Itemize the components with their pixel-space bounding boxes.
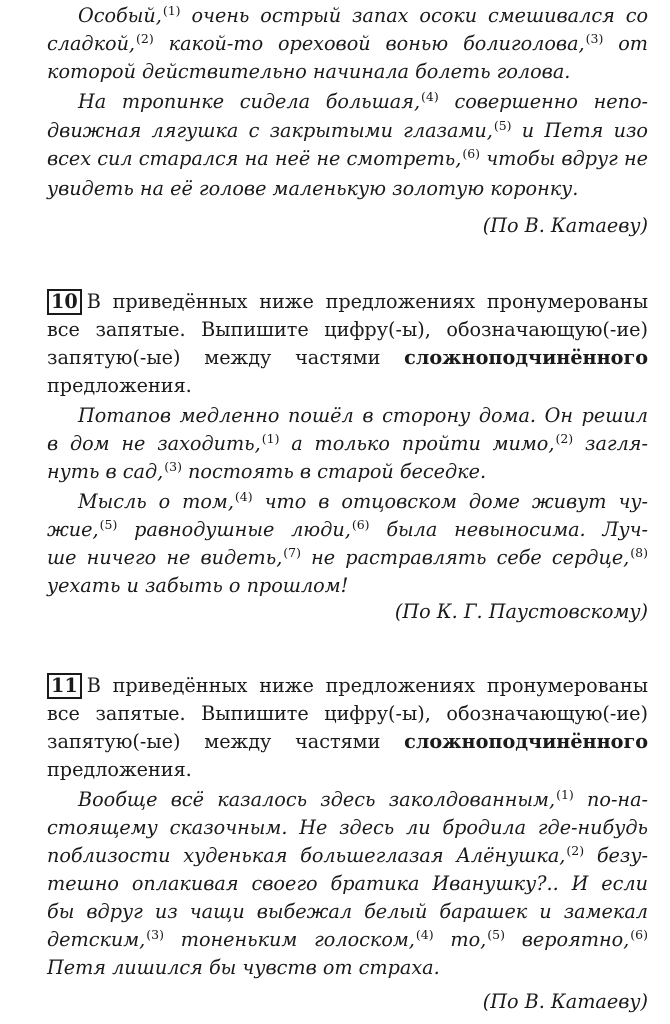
source-text: (По К. Г. Паустовскому) <box>394 600 648 623</box>
instruction-text <box>87 674 648 697</box>
line-text <box>47 458 486 486</box>
line-text <box>47 756 192 784</box>
text-run: по-на- <box>573 788 648 811</box>
text-run: нуть в сад, <box>47 460 164 483</box>
passage-line <box>0 572 670 600</box>
text-run: безу- <box>584 844 648 867</box>
line-text <box>47 316 648 344</box>
source-text: (По В. Катаеву) <box>482 990 648 1013</box>
source-attribution <box>0 988 670 1016</box>
excerpt-top-line <box>0 175 670 203</box>
comma-number-marker: (4) <box>421 89 439 104</box>
text-run: В приведённых ниже предложениях пронумерованы <box>86 674 648 697</box>
line-text <box>47 842 648 870</box>
line-text <box>78 488 648 516</box>
passage-line <box>0 786 670 814</box>
comma-number-marker: (1) <box>261 431 280 446</box>
task-instruction-line <box>0 756 670 784</box>
source-attribution <box>0 212 670 240</box>
text-run: запятую(-ые) между частями <box>47 730 405 753</box>
line-text <box>47 672 648 700</box>
task-instruction-line <box>0 372 670 400</box>
task-instruction-line <box>0 316 670 344</box>
task-instruction-line <box>0 672 670 700</box>
comma-number-marker: (2) <box>136 31 154 46</box>
text-run: какой-то ореховой вонью болиголова, <box>153 32 585 55</box>
text-run: тешно оплакивая своего братика Иванушку?.. И если <box>47 872 648 895</box>
line-text <box>47 700 648 728</box>
comma-number-marker: (3) <box>146 927 164 942</box>
task-instruction-line <box>0 700 670 728</box>
task-instruction-line <box>0 288 670 316</box>
text-run: детским, <box>47 928 146 951</box>
text-run: была невыносима. Луч- <box>369 518 649 541</box>
source-text: (По В. Катаеву) <box>482 214 648 237</box>
passage-line <box>0 814 670 842</box>
text-run: поблизости худенькая большеглазая Алёнушка, <box>47 844 566 867</box>
text-run: все запятые. Выпишите цифру(-ы), обозначающую(-ие) <box>47 318 648 341</box>
bold-term: сложноподчинённого <box>404 346 648 369</box>
comma-number-marker: (4) <box>415 927 434 942</box>
text-run: предложения. <box>47 758 192 781</box>
comma-number-marker: (7) <box>283 545 302 560</box>
text-run: Мысль о том, <box>78 490 234 513</box>
text-run: предложения. <box>47 374 192 397</box>
comma-number-marker: (6) <box>462 146 481 161</box>
passage-line <box>0 402 670 430</box>
text-run: постоять в старой беседке. <box>181 460 487 483</box>
text-run: не растравлять себе сердце, <box>301 546 630 569</box>
text-run: и Петя изо <box>511 119 648 142</box>
line-text <box>78 88 648 116</box>
line-text <box>47 288 648 316</box>
comma-number-marker: (6) <box>351 517 370 532</box>
text-run: что в отцовском доме живут чу- <box>252 490 648 513</box>
excerpt-top-line <box>0 117 670 145</box>
text-run: чтобы вдруг не <box>480 147 648 170</box>
line-text <box>47 372 192 400</box>
comma-number-marker: (2) <box>555 431 574 446</box>
task-number-badge: 11 <box>47 673 82 699</box>
line-text <box>47 117 648 145</box>
line-text <box>47 544 648 572</box>
text-run: а только пройти мимо, <box>279 432 555 455</box>
excerpt-top-line <box>0 145 670 173</box>
line-text <box>47 175 578 203</box>
line-text <box>47 926 648 954</box>
text-run: Особый, <box>78 4 162 27</box>
instruction-text <box>87 290 648 313</box>
line-text <box>47 430 648 458</box>
line-text <box>47 954 440 982</box>
text-run: тоненьким голоском, <box>164 928 415 951</box>
text-run: уехать и забыть о прошлом! <box>47 574 349 597</box>
passage-line <box>0 430 670 458</box>
line-text <box>47 898 648 926</box>
line-text <box>78 786 648 814</box>
line-text <box>47 814 648 842</box>
comma-number-marker: (5) <box>99 517 118 532</box>
line-text <box>47 728 648 756</box>
passage-line <box>0 926 670 954</box>
passage-line <box>0 458 670 486</box>
comma-number-marker: (6) <box>630 927 648 942</box>
passage-line <box>0 544 670 572</box>
excerpt-top-line <box>0 58 670 86</box>
line-text <box>47 516 648 544</box>
text-run: вероятно, <box>504 928 630 951</box>
text-run: Потапов медленно пошёл в сторону дома. Он решил <box>78 404 648 427</box>
text-run: загля- <box>573 432 648 455</box>
text-run: стоящему сказочным. Не здесь ли бродила где-нибудь <box>47 816 648 839</box>
comma-number-marker: (1) <box>556 787 574 802</box>
text-run: очень острый запах осоки смешивался со <box>180 4 648 27</box>
passage-line <box>0 870 670 898</box>
line-text <box>47 870 648 898</box>
text-run: которой действительно начинала болеть голова. <box>47 60 571 83</box>
text-run: запятую(-ые) между частями <box>47 346 405 369</box>
passage-line <box>0 488 670 516</box>
comma-number-marker: (2) <box>566 843 585 858</box>
line-text <box>47 58 570 86</box>
text-run: Вообще всё казалось здесь заколдованным, <box>78 788 556 811</box>
text-run: от <box>603 32 648 55</box>
excerpt-top-line <box>0 2 670 30</box>
text-run: бы вдруг из чащи выбежал белый барашек и замекал <box>47 900 648 923</box>
text-run: сладкой, <box>47 32 136 55</box>
passage-line <box>0 898 670 926</box>
bold-term: сложноподчинённого <box>404 730 648 753</box>
line-text <box>47 572 348 600</box>
text-run: Петя лишился бы чувств от страха. <box>47 956 440 979</box>
passage-line <box>0 954 670 982</box>
text-run: ше ничего не видеть, <box>47 546 283 569</box>
text-run: все запятые. Выпишите цифру(-ы), обозначающую(-ие) <box>47 702 648 725</box>
comma-number-marker: (5) <box>487 927 505 942</box>
line-text <box>47 145 648 173</box>
line-text <box>78 2 648 30</box>
comma-number-marker: (1) <box>162 3 181 18</box>
passage-line <box>0 842 670 870</box>
text-run: совершенно непо- <box>438 90 648 113</box>
comma-number-marker: (5) <box>493 118 512 133</box>
excerpt-top-line <box>0 30 670 58</box>
text-run: жие, <box>47 518 99 541</box>
task-instruction-line <box>0 728 670 756</box>
text-run: в дом не заходить, <box>47 432 261 455</box>
comma-number-marker: (3) <box>585 31 604 46</box>
source-attribution <box>0 598 670 626</box>
line-text <box>78 402 648 430</box>
comma-number-marker: (3) <box>164 459 182 474</box>
text-run: то, <box>433 928 487 951</box>
text-run: равнодушные люди, <box>117 518 351 541</box>
text-run: движная лягушка с закрытыми глазами, <box>47 119 493 142</box>
task-instruction-line <box>0 344 670 372</box>
excerpt-top-line <box>0 88 670 116</box>
task-number-badge: 10 <box>47 289 82 315</box>
comma-number-marker: (4) <box>234 489 253 504</box>
text-run: В приведённых ниже предложениях пронумерованы <box>86 290 648 313</box>
line-text <box>47 30 648 58</box>
comma-number-marker: (8) <box>630 545 648 560</box>
line-text <box>47 344 648 372</box>
text-run: увидеть на её голове маленькую золотую коронку. <box>47 177 579 200</box>
passage-line <box>0 516 670 544</box>
text-run: На тропинке сидела большая, <box>78 90 421 113</box>
text-run: всех сил старался на неё не смотреть, <box>47 147 462 170</box>
